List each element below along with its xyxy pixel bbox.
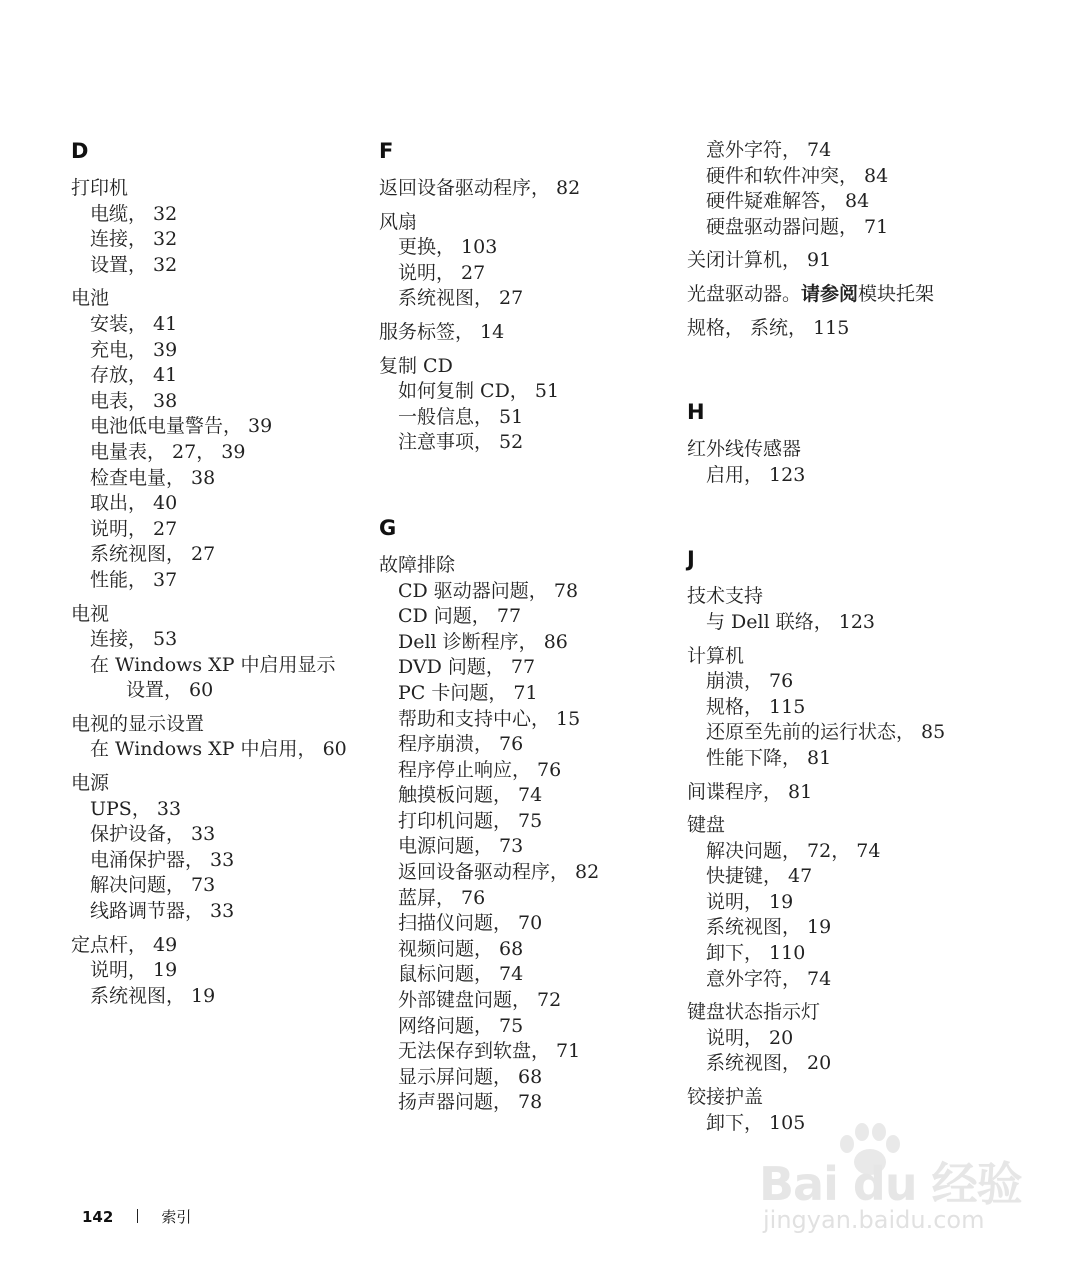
watermark-url: jingyan.baidu.com <box>763 1206 985 1234</box>
index-entry <box>687 316 1017 342</box>
subentry: 说明， 27 <box>90 517 178 540</box>
subentry-list <box>379 579 669 1116</box>
subentry: 一般信息， 51 <box>398 405 524 428</box>
reference-target: 模块托架 <box>858 282 935 305</box>
section-gap <box>687 349 1017 399</box>
subentry: 硬盘驱动器问题， 71 <box>706 215 889 238</box>
subentry: 无法保存到软盘， 71 <box>398 1040 581 1063</box>
entry-heading-text: 光盘驱动器。 <box>687 282 802 305</box>
entry-heading: 键盘状态指示灯 <box>687 1001 821 1024</box>
subentry: 显示屏问题， 68 <box>398 1065 543 1088</box>
baidu-jingyan-watermark <box>755 1120 1022 1235</box>
subentry: 系统视图， 19 <box>706 916 832 939</box>
subentry: 扫描仪问题， 70 <box>398 912 543 935</box>
index-entry <box>687 813 1017 992</box>
subentry: 意外字符， 74 <box>706 967 832 990</box>
subentry: 线路调节器， 33 <box>90 900 235 923</box>
section-letter-h: H <box>687 400 705 425</box>
entry-heading: 服务标签， 14 <box>379 320 505 343</box>
index-entry <box>379 176 669 202</box>
index-entry <box>379 354 669 456</box>
subentry: 在 Windows XP 中启用显示 <box>90 653 336 676</box>
subentry: 程序崩溃， 76 <box>398 733 524 756</box>
index-entry <box>71 176 361 278</box>
entry-heading: 电源 <box>71 772 110 795</box>
subentry: 程序停止响应， 76 <box>398 758 562 781</box>
index-entry <box>71 933 361 1010</box>
index-entry <box>71 602 361 704</box>
index-entry <box>71 771 361 925</box>
section-gap <box>687 496 1017 546</box>
entry-heading: 间谍程序， 81 <box>687 780 813 803</box>
subentry: 与 Dell 联络， 123 <box>706 610 876 633</box>
subentry: 返回设备驱动程序， 82 <box>398 861 600 884</box>
subentry: 打印机问题， 75 <box>398 809 543 832</box>
subentry: 性能， 37 <box>90 568 178 591</box>
subentry: UPS， 33 <box>90 797 182 820</box>
index-entry <box>687 584 1017 635</box>
subentry: PC 卡问题， 71 <box>398 681 538 704</box>
index-entry <box>379 210 669 312</box>
see-reference: 请参阅 <box>801 282 859 305</box>
subentry: 系统视图， 27 <box>398 287 524 310</box>
index-entry <box>687 780 1017 806</box>
section-gap <box>379 464 669 515</box>
subentry: 更换， 103 <box>398 236 498 259</box>
index-entry <box>71 712 361 763</box>
subentry: 视频问题， 68 <box>398 937 524 960</box>
subentry: 硬件和软件冲突， 84 <box>706 164 889 187</box>
subentry: 卸下， 105 <box>706 1111 806 1134</box>
entry-heading: 打印机 <box>71 177 129 199</box>
subentry: 电池低电量警告， 39 <box>90 415 273 438</box>
entry-heading: 故障排除 <box>379 553 456 576</box>
subentry: 安装， 41 <box>90 312 178 335</box>
subentry: 崩溃， 76 <box>706 670 794 693</box>
subentry: 充电， 39 <box>90 338 178 361</box>
entry-heading: 复制 CD <box>379 354 453 377</box>
subentry: DVD 问题， 77 <box>398 656 536 679</box>
footer-divider <box>137 1209 138 1223</box>
subentry: 系统视图， 20 <box>706 1052 832 1075</box>
subentry: 在 Windows XP 中启用， 60 <box>90 738 347 761</box>
entry-heading: 键盘 <box>687 814 726 837</box>
subentry: 解决问题， 72， 74 <box>706 839 881 862</box>
subentry: 规格， 115 <box>706 695 806 718</box>
subentry: 系统视图， 27 <box>90 543 216 566</box>
subentry: 帮助和支持中心， 15 <box>398 707 581 730</box>
index-column-2 <box>379 138 669 1124</box>
subentry: 如何复制 CD， 51 <box>398 380 560 403</box>
subentry: 卸下， 110 <box>706 942 806 965</box>
subentry: 蓝屏， 76 <box>398 886 486 909</box>
subentry: 连接， 32 <box>90 228 178 251</box>
entry-heading: 关闭计算机， 91 <box>687 249 832 272</box>
subentry: 说明， 19 <box>90 959 178 982</box>
subentry: 外部键盘问题， 72 <box>398 989 562 1012</box>
entry-heading: 定点杆， 49 <box>71 933 178 956</box>
entry-heading: 电视的显示设置 <box>71 712 205 735</box>
subentry: 硬件疑难解答， 84 <box>706 190 870 213</box>
subentry: 系统视图， 19 <box>90 984 216 1007</box>
subentry: 触摸板问题， 74 <box>398 784 543 807</box>
section-letter-f: F <box>379 139 394 163</box>
entry-heading: 技术支持 <box>687 585 764 608</box>
entry-heading: 风扇 <box>379 210 418 233</box>
subentry: 电表， 38 <box>90 389 178 412</box>
subentry: 意外字符， 74 <box>706 139 832 161</box>
subentry: 还原至先前的运行状态， 85 <box>706 721 946 744</box>
subentry-continuation: 设置， 60 <box>126 679 214 702</box>
entry-heading: 规格， 系统， 115 <box>687 316 850 339</box>
index-entry <box>687 282 1017 308</box>
subentry: 说明， 20 <box>706 1026 794 1049</box>
subentry: 检查电量， 38 <box>90 466 216 489</box>
subentry: CD 问题， 77 <box>398 605 522 628</box>
subentry: CD 驱动器问题， 78 <box>398 579 579 602</box>
subentry: 存放， 41 <box>90 364 178 387</box>
index-entry <box>687 437 1017 488</box>
index-entry <box>379 320 669 346</box>
section-letter-d: D <box>71 139 89 163</box>
subentry: 保护设备， 33 <box>90 823 216 846</box>
subentry: 鼠标问题， 74 <box>398 963 524 986</box>
section-letter-g: G <box>379 515 397 540</box>
subentry: 解决问题， 73 <box>90 874 216 897</box>
entry-heading: 电池 <box>71 287 110 310</box>
subentry: 电量表， 27， 39 <box>90 440 246 463</box>
entry-heading: 返回设备驱动程序， 82 <box>379 177 581 199</box>
entry-heading: 计算机 <box>687 644 745 667</box>
entry-heading: 红外线传感器 <box>687 438 802 461</box>
index-entry <box>687 1000 1017 1077</box>
subentry: 连接， 53 <box>90 628 178 651</box>
subentry: Dell 诊断程序， 86 <box>398 630 568 653</box>
subentry: 网络问题， 75 <box>398 1014 524 1037</box>
subentry: 取出， 40 <box>90 492 178 515</box>
index-entry <box>379 553 669 1116</box>
subentry: 注意事项， 52 <box>398 431 524 454</box>
subentry: 启用， 123 <box>706 463 806 486</box>
index-column-1 <box>71 138 361 1017</box>
entry-heading <box>687 282 1017 308</box>
subentry: 说明， 19 <box>706 890 794 913</box>
section-letter-j: J <box>687 547 695 572</box>
subentry: 电涌保护器， 33 <box>90 848 235 871</box>
page-number: 142 <box>82 1208 114 1226</box>
subentry: 电缆， 32 <box>90 202 178 225</box>
page-footer <box>82 1206 191 1228</box>
subentry: 扬声器问题， 78 <box>398 1091 543 1114</box>
entry-heading: 铰接护盖 <box>687 1086 764 1109</box>
index-entry <box>687 248 1017 274</box>
subentry: 电源问题， 73 <box>398 835 524 858</box>
watermark-brand: Bai du 经验 <box>759 1157 1022 1211</box>
index-entry <box>687 644 1017 772</box>
footer-section-label: 索引 <box>161 1208 192 1226</box>
subentry: 设置， 32 <box>90 253 178 276</box>
subentry: 说明， 27 <box>398 261 486 284</box>
index-column-3 <box>687 138 1017 1144</box>
index-entry-continued <box>687 138 1017 240</box>
index-entry <box>71 286 361 593</box>
subentry: 性能下降， 81 <box>706 746 832 769</box>
entry-heading: 电视 <box>71 602 110 625</box>
subentry: 快捷键， 47 <box>706 865 813 888</box>
